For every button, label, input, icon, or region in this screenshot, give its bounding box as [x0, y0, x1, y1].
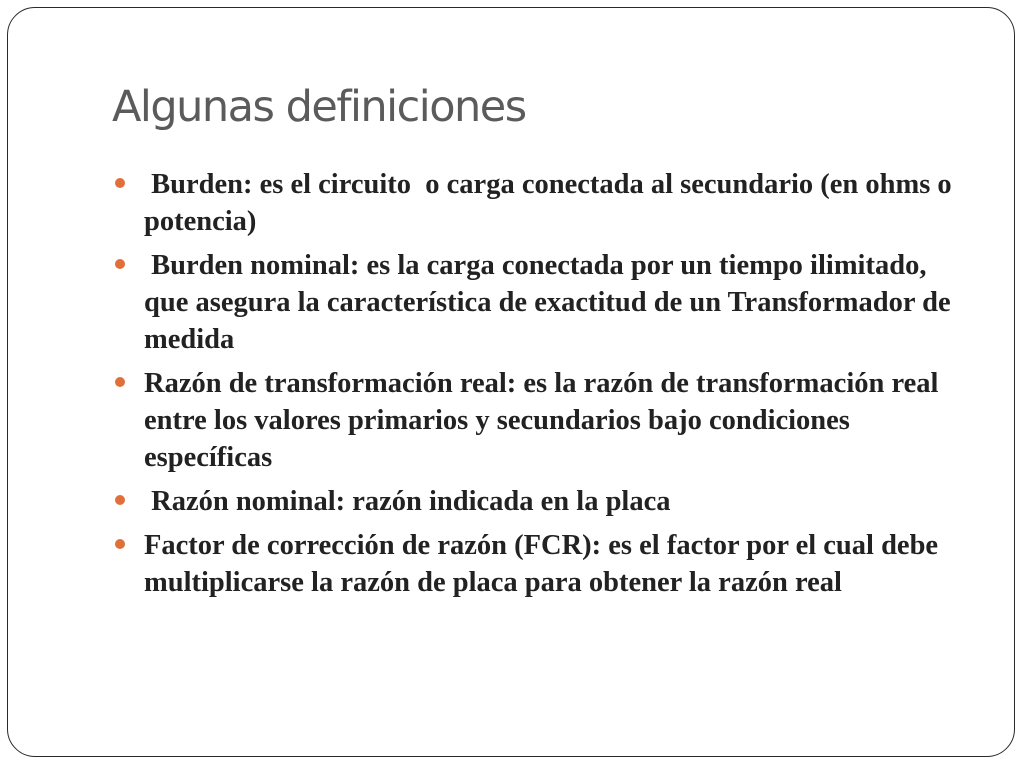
- bullet-dot-icon: [115, 178, 125, 188]
- bullet-text: Factor de corrección de razón (FCR): es el factor por el cual debe multiplicarse la razón de placa para obtener la razón real: [144, 530, 946, 598]
- bullet-item-razon-real: [115, 365, 975, 476]
- bullet-text: Razón de transformación real: es la razón de transformación real entre los valores primarios y secundarios bajo condiciones específicas: [144, 368, 946, 473]
- bullet-text: Razón nominal: razón indicada en la placa: [144, 486, 671, 517]
- bullet-dot-icon: [115, 377, 125, 387]
- bullet-item-fcr: [115, 527, 975, 601]
- bullet-dot-icon: [115, 539, 125, 549]
- bullet-item-burden-nominal: [115, 247, 975, 358]
- bullet-item-razon-nominal: [115, 483, 975, 520]
- bullet-text: Burden: es el circuito o carga conectada al secundario (en ohms o potencia): [144, 169, 959, 237]
- bullet-item-burden: [115, 166, 975, 240]
- bullet-list: [115, 166, 975, 608]
- bullet-text: Burden nominal: es la carga conectada por un tiempo ilimitado, que asegura la característica de exactitud de un Transformador de medida: [144, 250, 958, 355]
- slide-title: Algunas definiciones: [112, 82, 526, 132]
- bullet-dot-icon: [115, 259, 125, 269]
- bullet-dot-icon: [115, 495, 125, 505]
